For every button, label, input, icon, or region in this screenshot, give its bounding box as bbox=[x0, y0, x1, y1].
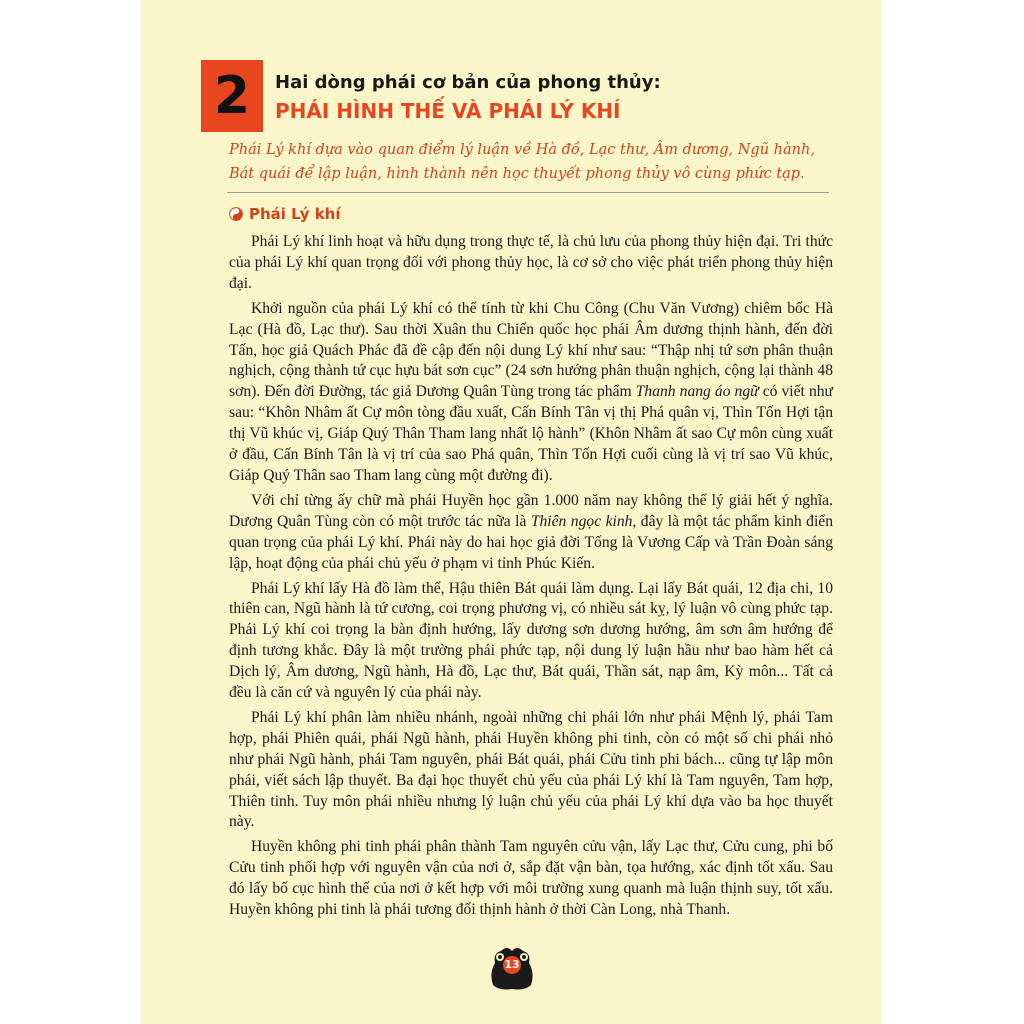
book-title-thien-ngoc-kinh: Thiên ngọc kinh bbox=[530, 512, 633, 530]
paragraph-3-part-b: , đây là một tác phẩm kinh điển quan trọng của phái Lý khí. Phái này do hai học giả đời Tống là Vương Cấp và Trần Đoàn sáng lập, hoạt động của phái chủ yếu ở phạm vi tỉnh Phúc Kiến. bbox=[229, 512, 833, 572]
divider bbox=[227, 192, 829, 193]
yin-yang-icon bbox=[229, 207, 243, 221]
page-number-badge bbox=[487, 943, 537, 993]
paragraph-2-part-a: Khởi nguồn của phái Lý khí có thể tính từ khi Chu Công (Chu Văn Vương) chiêm bốc Hà Lạc (Hà đồ, Lạc thư). Sau thời Xuân thu Chiến quốc học phái Âm dương thịnh hành, đến đời Tấn, học giả Quách Phác đã đề cập đến nội dung Lý khí như sau: “Thập nhị tứ sơn phân thuận nghịch, cộng thành tứ cục hựu bát sơn cục” (24 sơn hướng phân thuận nghịch, cộng lại thành 48 sơn). Đến đời Đường, tác giả Dương Quân Tùng trong tác phẩm bbox=[229, 299, 833, 401]
chapter-title: Hai dòng phái cơ bản của phong thủy: bbox=[275, 72, 661, 93]
chapter-number-box bbox=[201, 60, 263, 132]
body-text bbox=[229, 232, 833, 925]
paragraph-1: Phái Lý khí linh hoạt và hữu dụng trong thực tế, là chủ lưu của phong thủy hiện đại. Tri thức của phái Lý khí quan trọng đối với phong thủy học, là cơ sở cho việc phát triển phong thủy hiện đại. bbox=[229, 233, 833, 292]
paragraph-2 bbox=[229, 299, 833, 487]
lead-paragraph: Phái Lý khí dựa vào quan điểm lý luận về Hà đồ, Lạc thư, Âm dương, Ngũ hành, Bát quái để lập luận, hình thành nên học thuyết phong thủy vô cùng phức tạp. bbox=[229, 142, 815, 182]
paragraph-3 bbox=[229, 491, 833, 575]
page-number: 13 bbox=[504, 958, 520, 971]
paragraph-5: Phái Lý khí phân làm nhiều nhánh, ngoài những chi phái lớn như phái Mệnh lý, phái Tam hợp, phái Phiên quái, phái Ngũ hành, phái Huyền không phi tinh, còn có một số chi phái nhỏ như phái Ngũ hành, phái Tam nguyên, phái Bát quái, phái Cửu tinh phi bách... cũng tự lập môn phái, viết sách lập thuyết. Ba đại học thuyết chủ yếu của phái Lý khí là Tam nguyên, Tam hợp, Thiên tinh. Tuy môn phái nhiều nhưng lý luận chủ yếu của phái Lý khí dựa vào ba học thuyết này. bbox=[229, 708, 833, 831]
book-title-thanh-nang-ao-ngu: Thanh nang áo ngữ bbox=[635, 383, 759, 401]
paragraph-2-part-b: có viết như sau: “Khôn Nhâm ất Cự môn tòng đầu xuất, Cấn Bính Tân vị thị Phá quân vị, Thìn Tốn Hợi tận thị Vũ khúc vị, Giáp Quý Thân Tham lang nhất lộ hành” (Khôn Nhâm ất sao Cự môn cùng xuất ở đầu, Cấn Bính Tân là vị trí của sao Phá quân, Thìn Tốn Hợi cuối cùng là vị trí sao Vũ khúc, Giáp Quý Thân sao Tham lang cùng một đường đi). bbox=[229, 383, 833, 484]
section-title: Phái Lý khí bbox=[249, 205, 341, 223]
paragraph-4: Phái Lý khí lấy Hà đồ làm thể, Hậu thiên Bát quái làm dụng. Lại lấy Bát quái, 12 địa chi, 10 thiên can, Ngũ hành là tứ cương, coi trọng phương vị, có nhiều sát kỵ, lý luận vô cùng phức tạp. Phái Lý khí coi trọng la bàn định hướng, lấy dương sơn dương hướng, âm sơn âm hướng để định tương khắc. Đây là một trường phái phức tạp, nội dung lý luận hầu như bao hàm hết cả Dịch lý, Âm dương, Ngũ hành, Hà đồ, Lạc thư, Bát quái, Thần sát, nạp âm, Kỳ môn... Tất cả đều là căn cứ và nguyên lý của phái này. bbox=[229, 579, 833, 702]
paragraph-6: Huyền không phi tinh phái phân thành Tam nguyên cửu vận, lấy Lạc thư, Cửu cung, phi bố Cửu tinh phối hợp với nguyên vận của nơi ở, sắp đặt vận bàn, tọa hướng, xác định tốt xấu. Sau đó lấy bố cục hình thế của nơi ở kết hợp với môi trường xung quanh mà luận thịnh suy, tốt xấu. Huyền không phi tinh là phái tương đối thịnh hành ở thời Càn Long, nhà Thanh. bbox=[229, 838, 833, 919]
chapter-number: 2 bbox=[213, 66, 251, 126]
book-page bbox=[141, 0, 882, 1024]
chapter-subtitle: PHÁI HÌNH THẾ VÀ PHÁI LÝ KHÍ bbox=[275, 99, 621, 123]
section-heading bbox=[229, 205, 341, 223]
paragraph-3-part-a: Với chỉ từng ấy chữ mà phái Huyền học gần 1.000 năm nay không thể lý giải hết ý nghĩa. Dương Quân Tùng còn có một trước tác nữa là bbox=[229, 491, 833, 530]
